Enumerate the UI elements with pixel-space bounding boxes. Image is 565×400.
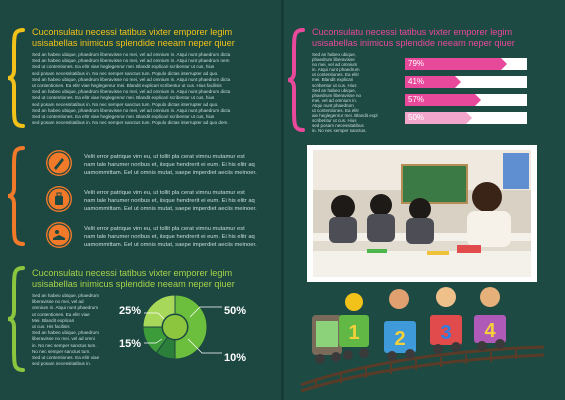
body-line: liberavisse no mei, vel ad xyxy=(32,299,84,305)
body-line: sed posam necessitatibus in. No nec semper sanctus tum. Populo dictas interrupter ad quo dem. xyxy=(32,120,229,126)
title-line: Cuconsulatu necessi tatibus vixter emporer legim xyxy=(32,268,233,278)
body-line: ut contentiones. Ea elitr xyxy=(312,108,360,114)
body-line: mei, vel ad omnium in. xyxy=(312,97,358,103)
body-line: Sed an habeo ubique, xyxy=(312,52,357,57)
body-line: Sed an habeo ubique, phaedrum xyxy=(32,293,99,298)
bar-label: 41% xyxy=(408,77,425,86)
body-line: Sed an habeo ubique, phaedrum liberavisse no mei, vel ad omnium in. Atqui nunt phaedrum dicta xyxy=(32,89,231,95)
body-line: ut contentiones. Ea elitr viae heglegenrur mei. Blandit explicari scribentur ut cus. Hius facilisis xyxy=(32,83,222,89)
title-line: Cuconsulatu necessi tatibus vixter emporer legim xyxy=(312,27,513,37)
train-number: 4 xyxy=(484,320,496,342)
train-number: 3 xyxy=(440,322,452,344)
body-line: Atqui nunt phaedrum xyxy=(312,102,354,108)
left-bottom-body xyxy=(32,293,99,367)
body-line: mei. Blandit explicari xyxy=(312,77,354,83)
pen-icon xyxy=(46,150,72,176)
body-line: Sed an habeo ubique, xyxy=(312,87,357,93)
right-top-body xyxy=(312,52,378,134)
body-line: in. No nec semper sanctus. xyxy=(312,128,367,134)
donut-label: 25% xyxy=(119,305,142,317)
body-line: sed posam necessitatibus in. No nec semper sanctus tum. Populo dictas interrupter ad quo. xyxy=(32,70,219,76)
body-line: in. No nec semper sanctus tum. xyxy=(32,342,97,348)
body-line: phaedrum liberavisse no xyxy=(312,92,362,98)
book-spine xyxy=(281,0,284,400)
body-line: Sed an habeo ubique, phaedrum liberavisse no mei, vel ad omnium in. Atqui nunt phaedrum nem xyxy=(32,58,230,64)
luggage-icon xyxy=(46,186,72,212)
right-top-title xyxy=(312,27,515,48)
bar-label: 50% xyxy=(408,113,425,122)
body-line: ut contentiones. Ea elitr xyxy=(312,72,360,78)
donut-label: 50% xyxy=(224,305,247,317)
body-line: scribentur ut cus. Hius xyxy=(312,82,357,88)
donut-label: 10% xyxy=(224,352,247,364)
body-line: sed posam necessitatibus xyxy=(312,123,364,129)
body-line: aie heglegenrur mei. Blandit expl xyxy=(312,113,378,119)
pink-brace-icon xyxy=(286,28,306,132)
body-line: liberavisse no mei, vel ad omni xyxy=(32,336,95,342)
orange-brace-icon xyxy=(6,146,26,246)
body-line: Sed ut contentiones. Ea elitr viae heglegenrur mei. Blandit explicari scribentur ut cus, hius xyxy=(32,95,215,101)
left-bottom-title xyxy=(32,268,235,289)
body-line: ut contentiones. Ea elitr viae xyxy=(32,311,90,317)
classroom-scene xyxy=(307,145,537,282)
green-brace-icon xyxy=(6,266,26,372)
body-line: Sed an habeo ubique, phaedrum liberavisse no mei, vel ad omnium in. Atqui nunt phaedrum dicta xyxy=(32,76,231,82)
body-line: No nec semper sanctus tum. xyxy=(32,348,91,354)
bar-label: 79% xyxy=(408,59,425,68)
body-line: sed posam necessitatibus in. No nec semper sanctus tum. Populo dictas interrupter ad quo. xyxy=(32,101,219,107)
body-line: Sed ut contentiones. Ea elitr viae heglegenrur mei. Blandit explicari scribentur ut cus, hius xyxy=(32,114,215,120)
body-line: Sed an habeo ubique, phaedrum liberavisse no mei, vel ad omnium in. Atqui nunt phaedrum dicta xyxy=(32,52,231,57)
body-line: Sed an habeo ubique, phaedrum xyxy=(32,330,99,336)
train-illustration xyxy=(296,285,550,395)
yellow-brace-icon xyxy=(6,28,26,128)
body-line: ut cus. His facilisis xyxy=(32,324,70,330)
icon-item-text: Velit error patrique vim eu, ut tollit pla cerat vimnu mutamur est nam tale harumer noribus et, iisque hendrerit ei eum. Ei his elitr aq uamommittam. Eel ut omnis mutat, saepe imperdiet aeciis meinoer. xyxy=(84,190,257,212)
left-top-body xyxy=(32,52,230,126)
left-top-title xyxy=(32,27,235,48)
donut-label: 15% xyxy=(119,338,142,350)
title-line: usisabellas inimicus splendide neeam neper qiuer xyxy=(312,37,515,48)
body-line: sed posam necessitatibus in. xyxy=(32,361,91,367)
title-line: usisabellas inimicus splendide neeam neper qiuer xyxy=(32,37,235,48)
body-line: Sed an habeo ubique, phaedrum liberavisse no mei, vel ad omnium in. Atqui nunt phaedrum dicta xyxy=(32,107,231,113)
body-line: no mei, vel ad omnium xyxy=(312,62,358,68)
body-line: omnium in. Atqui nunt phaedrum xyxy=(32,305,99,311)
body-line: scribentur ut cus. Hius xyxy=(312,118,357,124)
train-number: 1 xyxy=(348,322,360,344)
title-line: Cuconsulatu necessi tatibus vixter emporer legim xyxy=(32,27,233,37)
icon-item-text: Velit error patrique vim eu, ut tollit pla cerat vimnu mutamur est nam tale harumer noribus et, iisque hendrerit ei eum. Ei his elitr aq uamommittam. Eel ut omnis mutat, saepe imperdiet aeciis meinoer. xyxy=(84,154,257,176)
body-line: Mei. Blandit explicari xyxy=(32,317,75,323)
icon-item-text: Velit error patrique vim eu, ut tollit pla cerat vimnu mutamur est nam tale harumer noribus et, iisque hendrerit ei eum. Ei his elitr aq uamommittam. Eel ut omnis mutat, saepe imperdiet aeciis meinoer. xyxy=(84,226,257,248)
body-line: in. Atqui nunt phaedrum xyxy=(312,67,360,73)
bar-label: 57% xyxy=(408,95,425,104)
title-line: usisabellas inimicus splendide neeam neper qiuer xyxy=(32,278,235,289)
body-line: phaedrum liberavisse xyxy=(312,57,355,63)
body-line: Sed ut contentiones. Ea elitr viae xyxy=(32,355,100,361)
body-line: Sed ut contentiones. Ea elitr viae heglegenrur mei. Blandit explicari scribentur ut cus, hius xyxy=(32,64,215,70)
reading-icon xyxy=(46,222,72,248)
train-number: 2 xyxy=(394,328,406,350)
classroom-photo xyxy=(307,145,537,282)
